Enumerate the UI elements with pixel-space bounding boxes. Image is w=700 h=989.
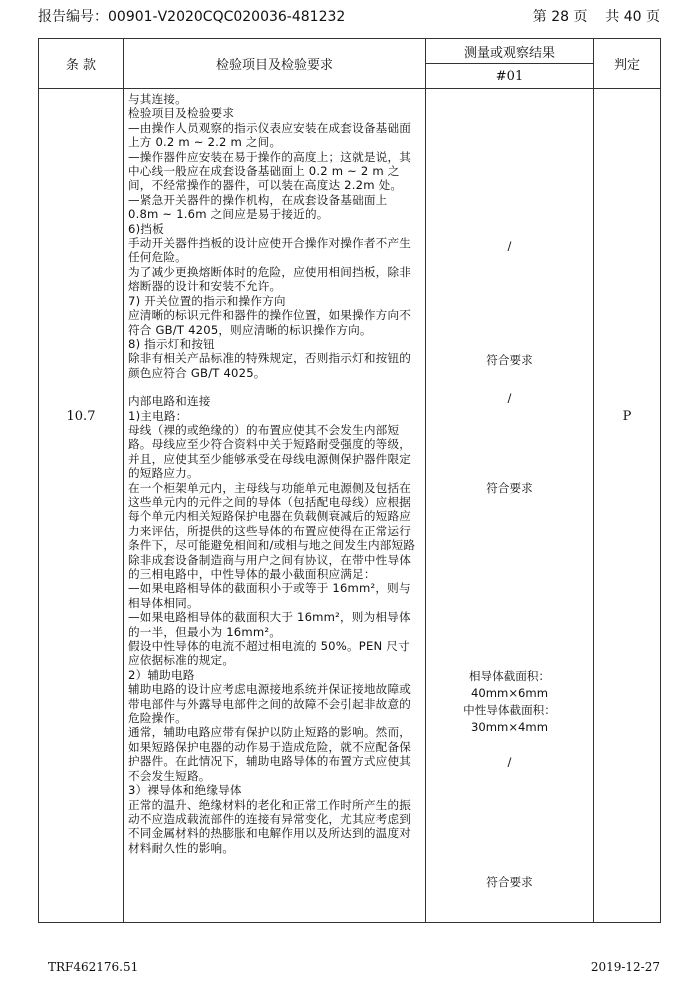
req-para: 除非成套设备制造商与用户之间有协议，在带中性导体的三相电路中，中性导体的最小截面积应满足： (128, 552, 412, 581)
page-header (38, 0, 660, 39)
req-para: 内部电路和连接 (128, 394, 211, 409)
result-header: 测量或观察结果 (426, 39, 594, 64)
clause-header: 条 款 (39, 39, 124, 89)
req-para: 7) 开关位置的指示和操作方向 (128, 293, 286, 308)
req-para: 与其连接。 (128, 92, 187, 106)
result-value: 相导体截面积： (468, 669, 551, 683)
clause-cell: 10.7 (39, 89, 124, 923)
req-para: 假设中性导体的电流不超过相电流的 50%。PEN 尺寸应依据标准的规定。 (128, 639, 410, 668)
req-para: 辅助电路的设计应考虑电源接地系统并保证接地故障或带电部件与外露导电部件之间的故障不会引起非故意的危险操作。 (128, 682, 412, 726)
req-para: 正常的温升、绝缘材料的老化和正常工作时所产生的振动不应造成载流部件的连接有异常变化，尤其应考虑到不同金属材料的热膨胀和电解作用以及所达到的温度对材料耐久性的影响。 (128, 797, 412, 855)
result-value: / (507, 391, 512, 405)
req-para: 3）裸导体和绝缘导体 (128, 783, 242, 798)
result-value: 符合要求 (486, 875, 533, 889)
req-para: 8) 指示灯和按钮 (128, 336, 215, 351)
result-value: 40mm×6mm (470, 686, 549, 700)
req-para: 在一个柜架单元内，主母线与功能单元电源侧及包括在这些单元内的元件之间的导体（包括配电母线）应根据每个单元内相关短路保护电器在负载侧衰减后的短路应力来评估，所提供的这些导体的布置应使得在正常运行条件下，尽可能避免相间和/或相与地之间发生内部短路 (128, 480, 416, 553)
req-para: —由操作人员观察的指示仪表应安装在成套设备基础面上方 0.2 m ~ 2.2 m 之间。 (128, 120, 412, 150)
req-para: 通常，辅助电路应带有保护以防止短路的影响。然而，如果短路保护电器的动作易于造成危险，就不应配备保护器件。在此情况下，辅助电路导体的布置方式应使其不会发生短路。 (128, 725, 412, 783)
req-para: 2）辅助电路 (128, 667, 195, 682)
req-para: —紧急开关器件的操作机构，在成套设备基础面上 0.8m ~ 1.6m 之间应是易于接近的。 (128, 192, 388, 222)
req-para: 1)主电路： (128, 408, 188, 423)
req-para: 除非有相关产品标准的特殊规定，否则指示灯和按钮的颜色应符合 GB/T 4025。 (128, 351, 412, 380)
result-value: / (507, 239, 512, 253)
result-cell (426, 89, 594, 923)
verdict-cell: P (594, 89, 661, 923)
req-para: 母线（裸的或绝缘的）的布置应使其不会发生内部短路。母线应至少符合资料中关于短路耐受强度的等级，并且，应使其至少能够承受在母线电源侧保护器件限定的短路应力。 (128, 422, 412, 481)
form-code: TRF462176.51 (48, 960, 139, 974)
req-para: —如果电路相导体的截面积大于 16mm²，则为相导体的一半，但最小为 16mm²。 (128, 610, 411, 639)
req-para: 检验项目及检验要求 (128, 106, 235, 121)
inspection-table (38, 38, 661, 923)
page-indicator: 第 28 页 共 40 页 (532, 9, 660, 25)
verdict-header: 判定 (594, 39, 661, 89)
item-header: 检验项目及检验要求 (124, 39, 426, 89)
result-value: 符合要求 (486, 353, 533, 367)
sample-header: #01 (426, 64, 594, 89)
req-para: —如果电路相导体的截面积小于或等于 16mm²，则与相导体相同。 (128, 581, 411, 610)
form-date: 2019-12-27 (590, 960, 660, 974)
requirement-cell (124, 89, 426, 923)
report-number: 报告编号：00901-V2020CQC020036-481232 (38, 9, 346, 25)
req-para: 手动开关器件挡板的设计应使开合操作对操作者不产生任何危险。 (128, 236, 412, 265)
req-para: —操作器件应安装在易于操作的高度上；这就是说，其中心线一般应在成套设备基础面上 0.2 m ~ 2 m 之间，不经常操作的器件，可以装在高度达 2.2m 处。 (128, 149, 412, 193)
req-para: 6)挡板 (128, 221, 164, 236)
result-value: 符合要求 (486, 481, 533, 495)
result-value: 30mm×4mm (470, 720, 549, 734)
req-para: 应清晰的标识元件和器件的操作位置，如果操作方向不符合 GB/T 4205，则应清晰的标识操作方向。 (128, 308, 412, 337)
result-value: / (507, 755, 512, 769)
result-value: 中性导体截面积： (463, 703, 556, 717)
spacer (128, 380, 421, 394)
req-para: 为了减少更换熔断体时的危险，应使用相间挡板，除非熔断器的设计和安装不允许。 (128, 264, 412, 294)
